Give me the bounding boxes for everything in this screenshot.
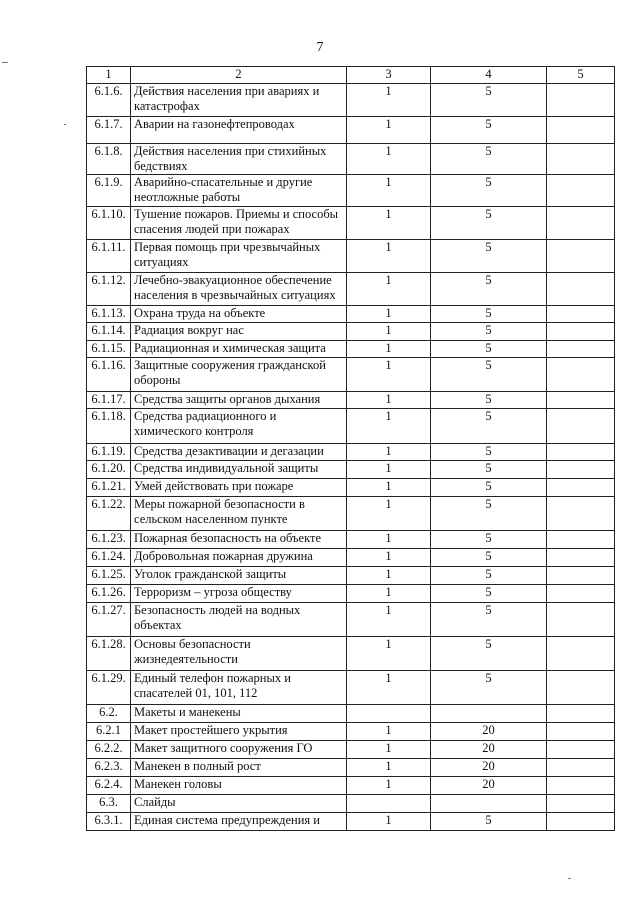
row-col-5: [547, 585, 615, 603]
row-name: Радиация вокруг нас: [131, 323, 347, 341]
table-row: [87, 603, 615, 637]
table-row: [87, 358, 615, 392]
row-name: Действия населения при стихийных бедствиях: [131, 144, 347, 175]
table-row: [87, 444, 615, 461]
row-name: Основы безопасности жизнедеятельности: [131, 637, 347, 671]
row-col-4: 5: [431, 497, 547, 531]
table-row: [87, 144, 615, 175]
row-number: 6.2.2.: [87, 741, 131, 759]
row-name: Тушение пожаров. Приемы и способы спасения людей при пожарах: [131, 207, 347, 240]
table-row: [87, 585, 615, 603]
row-col-3: 1: [347, 409, 431, 444]
row-col-4: 5: [431, 240, 547, 273]
row-col-5: [547, 813, 615, 831]
row-col-3: 1: [347, 723, 431, 741]
row-col-4: 20: [431, 723, 547, 741]
row-col-3: 1: [347, 531, 431, 549]
row-col-3: 1: [347, 549, 431, 567]
row-col-4: 5: [431, 531, 547, 549]
table-row: [87, 813, 615, 831]
header-col-4: 4: [431, 67, 547, 84]
row-col-4: 5: [431, 323, 547, 341]
page-number: 7: [316, 40, 324, 55]
row-name: Макеты и манекены: [131, 705, 347, 723]
scan-mark: [64, 124, 66, 125]
table-row: [87, 409, 615, 444]
row-col-4: 5: [431, 671, 547, 705]
row-number: 6.1.6.: [87, 84, 131, 117]
table-row: [87, 461, 615, 479]
table-row: [87, 323, 615, 341]
row-col-3: 1: [347, 207, 431, 240]
row-col-4: 5: [431, 117, 547, 144]
row-number: 6.1.25.: [87, 567, 131, 585]
row-number: 6.1.20.: [87, 461, 131, 479]
row-col-5: [547, 323, 615, 341]
table-row: [87, 84, 615, 117]
row-name: Манекен головы: [131, 777, 347, 795]
row-col-3: 1: [347, 341, 431, 358]
row-name: Макет простейшего укрытия: [131, 723, 347, 741]
row-col-3: 1: [347, 813, 431, 831]
table-row: [87, 759, 615, 777]
row-col-4: 5: [431, 637, 547, 671]
table-row: [87, 273, 615, 306]
row-col-3: 1: [347, 240, 431, 273]
row-col-5: [547, 497, 615, 531]
row-name: Единая система предупреждения и: [131, 813, 347, 831]
table-row: [87, 741, 615, 759]
row-col-3: 1: [347, 306, 431, 323]
header-col-5: 5: [547, 67, 615, 84]
row-col-5: [547, 461, 615, 479]
header-col-2: 2: [131, 67, 347, 84]
row-name: Умей действовать при пожаре: [131, 479, 347, 497]
row-number: 6.1.26.: [87, 585, 131, 603]
scan-mark: [2, 62, 8, 63]
row-col-3: 1: [347, 759, 431, 777]
row-name: Аварии на газонефтепроводах: [131, 117, 347, 144]
row-col-4: 5: [431, 306, 547, 323]
row-col-4: 5: [431, 603, 547, 637]
row-col-5: [547, 479, 615, 497]
row-number: 6.1.24.: [87, 549, 131, 567]
table-row: [87, 705, 615, 723]
row-col-3: 1: [347, 461, 431, 479]
row-name: Пожарная безопасность на объекте: [131, 531, 347, 549]
row-name: Действия населения при авариях и катастрофах: [131, 84, 347, 117]
row-number: 6.1.16.: [87, 358, 131, 392]
table-row: [87, 392, 615, 409]
row-number: 6.1.8.: [87, 144, 131, 175]
row-col-4: 5: [431, 479, 547, 497]
row-name: Единый телефон пожарных и спасателей 01, 101, 112: [131, 671, 347, 705]
row-number: 6.1.13.: [87, 306, 131, 323]
table-row: [87, 549, 615, 567]
row-col-4: 20: [431, 741, 547, 759]
scan-mark: [568, 878, 571, 879]
row-col-3: 1: [347, 671, 431, 705]
row-number: 6.2.: [87, 705, 131, 723]
row-name: Защитные сооружения гражданской обороны: [131, 358, 347, 392]
row-number: 6.2.1: [87, 723, 131, 741]
row-col-5: [547, 637, 615, 671]
row-col-5: [547, 759, 615, 777]
row-col-4: 5: [431, 813, 547, 831]
row-col-5: [547, 705, 615, 723]
row-number: 6.1.10.: [87, 207, 131, 240]
row-col-3: 1: [347, 117, 431, 144]
row-col-5: [547, 795, 615, 813]
row-col-5: [547, 741, 615, 759]
row-number: 6.1.9.: [87, 175, 131, 207]
row-col-4: 5: [431, 341, 547, 358]
row-name: Охрана труда на объекте: [131, 306, 347, 323]
table-row: [87, 341, 615, 358]
row-number: 6.2.4.: [87, 777, 131, 795]
row-number: 6.1.21.: [87, 479, 131, 497]
row-col-5: [547, 306, 615, 323]
table-row: [87, 479, 615, 497]
table-row: [87, 531, 615, 549]
row-name: Слайды: [131, 795, 347, 813]
row-number: 6.1.14.: [87, 323, 131, 341]
row-col-4: 5: [431, 585, 547, 603]
row-col-5: [547, 671, 615, 705]
row-col-3: 1: [347, 741, 431, 759]
row-col-4: 20: [431, 777, 547, 795]
row-col-5: [547, 84, 615, 117]
row-number: 6.1.19.: [87, 444, 131, 461]
row-col-4: 5: [431, 207, 547, 240]
row-col-5: [547, 117, 615, 144]
row-number: 6.1.17.: [87, 392, 131, 409]
table-row: [87, 567, 615, 585]
row-col-5: [547, 603, 615, 637]
row-name: Добровольная пожарная дружина: [131, 549, 347, 567]
row-col-5: [547, 723, 615, 741]
table-row: [87, 777, 615, 795]
table-row: [87, 637, 615, 671]
row-col-5: [547, 240, 615, 273]
row-col-5: [547, 531, 615, 549]
row-col-3: 1: [347, 392, 431, 409]
row-name: Первая помощь при чрезвычайных ситуациях: [131, 240, 347, 273]
row-col-5: [547, 392, 615, 409]
row-name: Терроризм – угроза обществу: [131, 585, 347, 603]
row-name: Средства индивидуальной защиты: [131, 461, 347, 479]
row-col-3: 1: [347, 323, 431, 341]
row-col-4: 5: [431, 175, 547, 207]
row-col-4: [431, 705, 547, 723]
row-name: Лечебно-эвакуационное обеспечение населения в чрезвычайных ситуациях: [131, 273, 347, 306]
row-col-5: [547, 207, 615, 240]
row-number: 6.1.12.: [87, 273, 131, 306]
header-col-1: 1: [87, 67, 131, 84]
row-number: 6.2.3.: [87, 759, 131, 777]
row-name: Меры пожарной безопасности в сельском населенном пункте: [131, 497, 347, 531]
row-name: Уголок гражданской защиты: [131, 567, 347, 585]
row-col-5: [547, 175, 615, 207]
table-row: [87, 117, 615, 144]
table-row: [87, 795, 615, 813]
row-col-3: 1: [347, 497, 431, 531]
row-col-4: [431, 795, 547, 813]
row-name: Средства защиты органов дыхания: [131, 392, 347, 409]
row-number: 6.1.7.: [87, 117, 131, 144]
equipment-table: [86, 66, 615, 831]
row-col-4: 5: [431, 84, 547, 117]
row-col-3: 1: [347, 358, 431, 392]
table-row: [87, 306, 615, 323]
row-col-4: 20: [431, 759, 547, 777]
row-col-5: [547, 358, 615, 392]
row-col-5: [547, 341, 615, 358]
row-number: 6.1.11.: [87, 240, 131, 273]
row-col-5: [547, 144, 615, 175]
table-header-row: [87, 67, 615, 84]
row-col-5: [547, 777, 615, 795]
row-col-3: [347, 795, 431, 813]
row-number: 6.3.: [87, 795, 131, 813]
table-row: [87, 723, 615, 741]
row-col-4: 5: [431, 567, 547, 585]
row-col-3: 1: [347, 144, 431, 175]
row-col-3: 1: [347, 567, 431, 585]
row-name: Безопасность людей на водных объектах: [131, 603, 347, 637]
row-col-5: [547, 409, 615, 444]
row-col-3: [347, 705, 431, 723]
row-col-3: 1: [347, 479, 431, 497]
row-number: 6.1.22.: [87, 497, 131, 531]
table-row: [87, 207, 615, 240]
row-number: 6.1.15.: [87, 341, 131, 358]
row-number: 6.1.18.: [87, 409, 131, 444]
table-row: [87, 175, 615, 207]
row-name: Манекен в полный рост: [131, 759, 347, 777]
row-col-4: 5: [431, 392, 547, 409]
row-number: 6.1.23.: [87, 531, 131, 549]
row-col-3: 1: [347, 175, 431, 207]
row-col-3: 1: [347, 444, 431, 461]
row-number: 6.1.28.: [87, 637, 131, 671]
table-row: [87, 671, 615, 705]
row-col-5: [547, 549, 615, 567]
row-number: 6.1.29.: [87, 671, 131, 705]
row-col-4: 5: [431, 273, 547, 306]
row-name: Аварийно-спасательные и другие неотложные работы: [131, 175, 347, 207]
row-col-3: 1: [347, 637, 431, 671]
row-col-5: [547, 567, 615, 585]
row-col-4: 5: [431, 461, 547, 479]
row-name: Средства радиационного и химического контроля: [131, 409, 347, 444]
row-col-3: 1: [347, 585, 431, 603]
row-number: 6.1.27.: [87, 603, 131, 637]
row-col-5: [547, 273, 615, 306]
row-col-5: [547, 444, 615, 461]
table-row: [87, 240, 615, 273]
row-name: Средства дезактивации и дегазации: [131, 444, 347, 461]
table-body: [87, 84, 615, 831]
row-col-4: 5: [431, 409, 547, 444]
row-col-4: 5: [431, 358, 547, 392]
row-name: Радиационная и химическая защита: [131, 341, 347, 358]
row-col-3: 1: [347, 273, 431, 306]
row-col-3: 1: [347, 777, 431, 795]
row-col-4: 5: [431, 549, 547, 567]
row-number: 6.3.1.: [87, 813, 131, 831]
row-col-4: 5: [431, 444, 547, 461]
row-name: Макет защитного сооружения ГО: [131, 741, 347, 759]
table-row: [87, 497, 615, 531]
row-col-3: 1: [347, 84, 431, 117]
header-col-3: 3: [347, 67, 431, 84]
row-col-4: 5: [431, 144, 547, 175]
row-col-3: 1: [347, 603, 431, 637]
